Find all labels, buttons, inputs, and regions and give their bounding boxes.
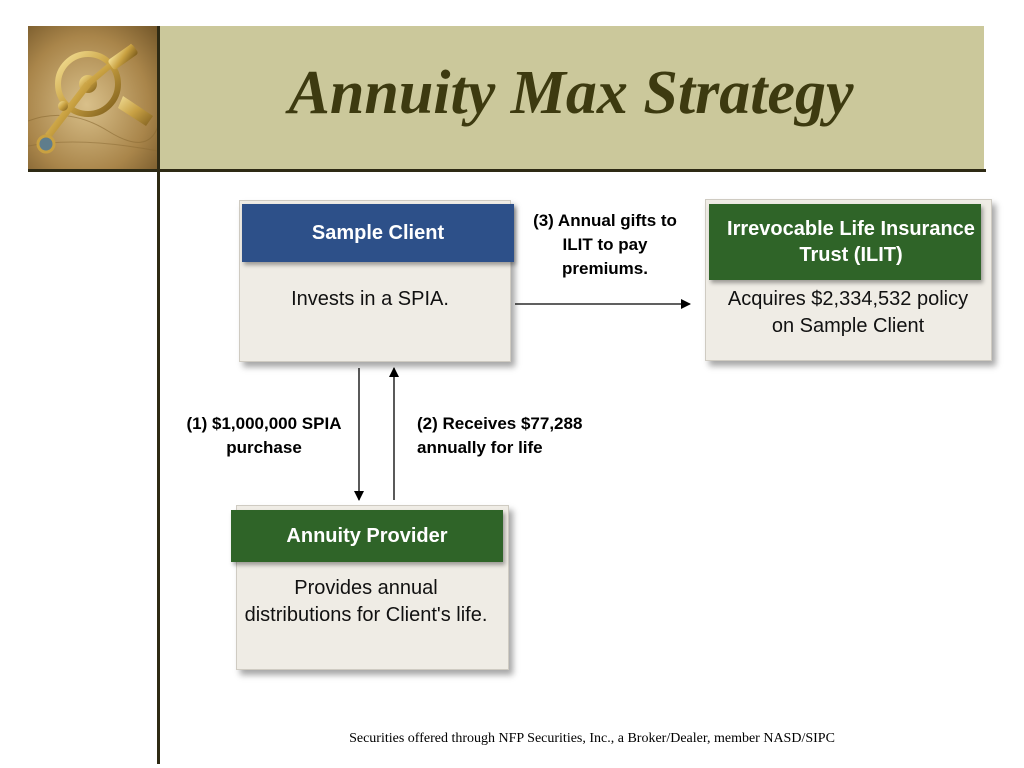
- sample-client-body: Invests in a SPIA.: [291, 288, 449, 310]
- ilit-header: [709, 204, 981, 280]
- ilit-body: Acquires $2,334,532 policy on Sample Client: [727, 288, 969, 337]
- sample-client-header: [242, 204, 514, 262]
- annuity-provider-header: [231, 510, 503, 562]
- gifts-label: (3) Annual gifts to ILIT to pay premiums.: [533, 211, 677, 278]
- ilit-title: Irrevocable Life Insurance Trust (ILIT): [727, 218, 975, 266]
- purchase-label: (1) $1,000,000 SPIA purchase: [186, 414, 342, 457]
- annuity-provider-body: Provides annual distributions for Client's life.: [244, 577, 488, 626]
- annuity-provider-title: Annuity Provider: [286, 525, 448, 547]
- page-title: Annuity Max Strategy: [288, 59, 854, 127]
- receives-label: (2) Receives $77,288 annually for life: [417, 414, 583, 457]
- disclaimer-footer: Securities offered through NFP Securities, Inc., a Broker/Dealer, member NASD/SIPC: [349, 731, 835, 746]
- sample-client-title: Sample Client: [311, 222, 445, 244]
